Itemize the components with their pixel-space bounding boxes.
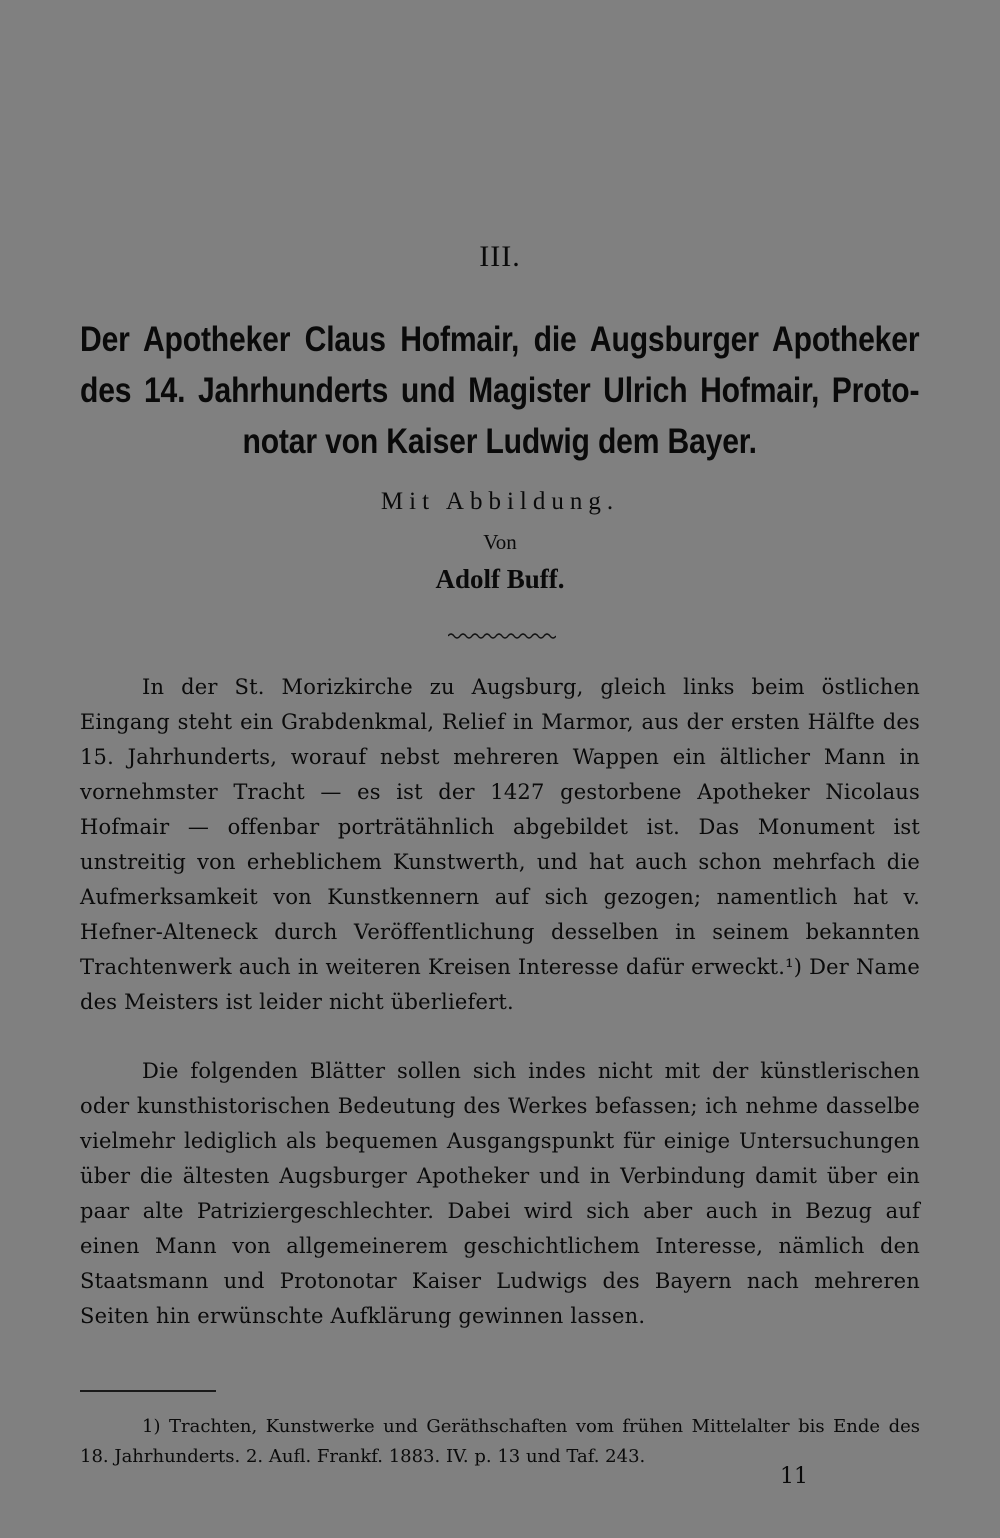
paragraph-1: In der St. Morizkirche zu Augsburg, gleich links beim östlichen Eingang steht ein Grabdenkmal, Relief in Marmor, aus der ersten Hälfte des 15. Jahrhunderts, worauf nebst mehreren Wappen ein ältlicher Mann in vornehmster Tracht — es ist der 1427 gestorbene Apotheker Nicolaus Hofmair — offenbar porträtähnlich abgebildet ist. Das Monument ist unstreitig von erheblichem Kunstwerth, und hat auch schon mehrfach die Aufmerksamkeit von Kunstkennern auf sich gezogen; namentlich hat v. Hefner-Alteneck durch Veröffentlichung desselben in seinem bekannten Trachtenwerk auch in weiteren Kreisen Interesse dafür erweckt.¹) Der Name des Meisters ist leider nicht überliefert.: [80, 675, 920, 1014]
footnote: 1) Trachten, Kunstwerke und Geräthschaften vom frühen Mittelalter bis Ende des 18. Jahrhunderts. 2. Aufl. Frankf. 1883. IV. p. 13 und Taf. 243.: [80, 1416, 920, 1467]
title-line-3: notar von Kaiser Ludwig dem Bayer.: [242, 422, 757, 461]
wavy-rule-ornament: [448, 630, 556, 642]
chapter-number: III.: [479, 240, 521, 273]
paragraph-2: Die folgenden Blätter sollen sich indes nicht mit der künstlerischen oder kunsthistorischen Bedeutung des Werkes befassen; ich nehme dasselbe vielmehr lediglich als bequemen Ausgangspunkt für einige Untersuchungen über die ältesten Augsburger Apotheker und in Verbindung damit über ein paar alte Patriziergeschlechter. Dabei wird sich aber auch in Bezug auf einen Mann von allgemeinerem geschichtlichem Interesse, nämlich den Staatsmann und Protonotar Kaiser Ludwigs des Bayern nach mehreren Seiten hin erwünschte Aufklärung gewinnen lassen.: [80, 1059, 920, 1328]
title-line-2: des 14. Jahrhunderts und Magister Ulrich Hofmair, Proto-: [80, 371, 920, 410]
page-number: 11: [780, 1464, 808, 1489]
footnote-divider: [80, 1390, 216, 1392]
subtitle: Mit Abbildung.: [380, 488, 620, 515]
title-line-1: Der Apotheker Claus Hofmair, die Augsburger Apotheker: [80, 320, 920, 359]
byline: Von: [483, 530, 517, 554]
author-name: Adolf Buff.: [435, 564, 565, 594]
article-title: [80, 314, 920, 467]
